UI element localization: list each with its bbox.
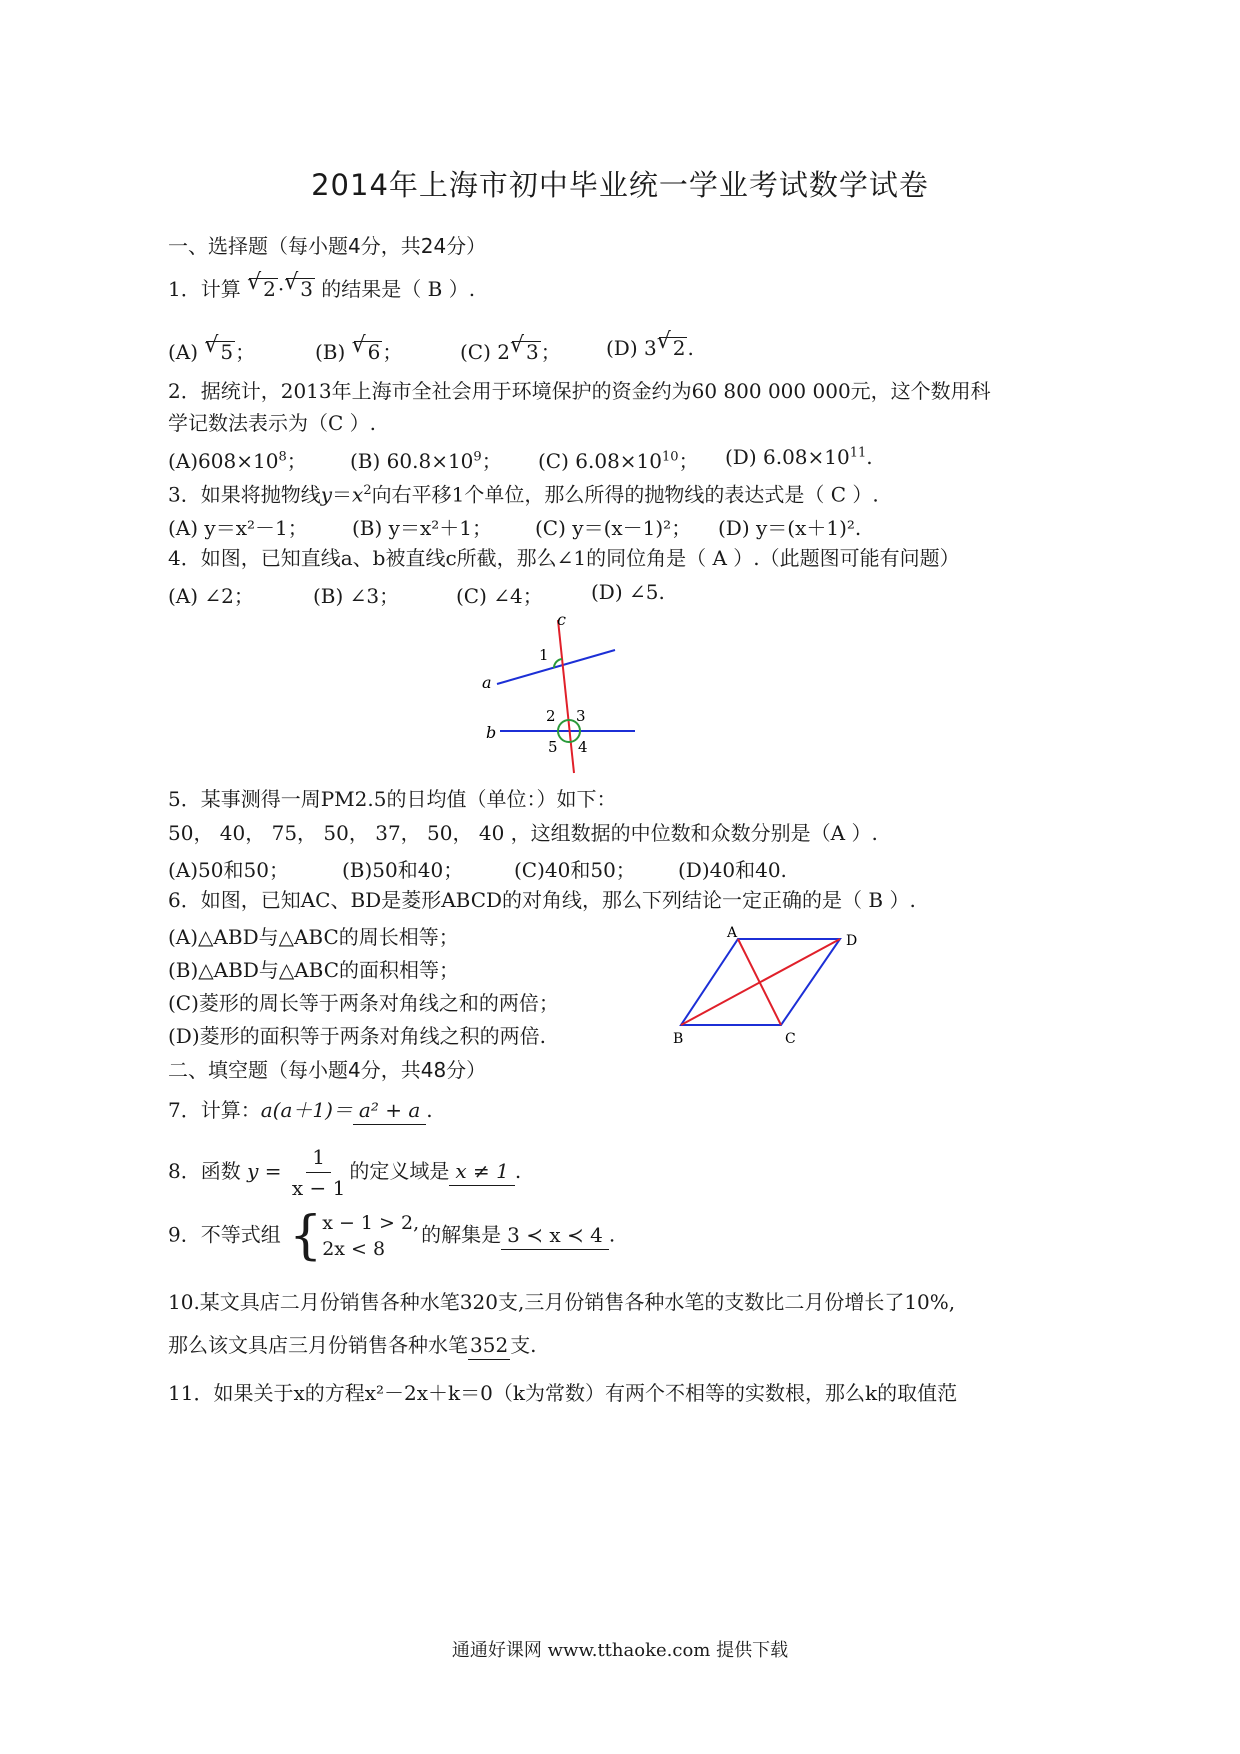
section-heading-fill: 二、填空题（每小题4分，共48分）	[168, 1058, 487, 1082]
label-angle-4: 4	[578, 738, 588, 756]
q4-option-c: (C) ∠4；	[456, 584, 543, 608]
q1-text-start: 1．计算	[168, 277, 241, 301]
question-5-line-1: 5．某事测得一周PM2.5的日均值（单位：）如下：	[168, 787, 617, 811]
label-a: a	[482, 673, 492, 692]
label-angle-1: 1	[539, 646, 549, 664]
section-heading-choice: 一、选择题（每小题4分，共24分）	[168, 234, 487, 258]
q2-option-a: $(A)608\times 10^8$；	[168, 449, 307, 473]
sqrt-2: √ 2	[249, 278, 278, 299]
fraction-1-over-x-minus-1: $\frac{1}{x - 1}$	[291, 1145, 346, 1200]
q1-option-d: (D) 3√ 2 .	[606, 336, 694, 360]
q1-option-a: (A) √ 5 ；	[168, 336, 255, 365]
q5-option-a: (A)50和50；	[168, 858, 289, 882]
vertex-b-label: B	[673, 1031, 684, 1047]
q2-option-c: (C) $6.08\times 10^{10}$；	[538, 449, 699, 473]
question-8: 8．函数 y = $\frac{1}{x - 1}$ 的定义域是 x ≠ 1 .	[168, 1145, 522, 1200]
q5-option-d: (D)40和40.	[678, 858, 787, 882]
q6-option-c: (C)菱形的周长等于两条对角线之和的两倍；	[168, 991, 559, 1015]
q3-option-d: (D) y＝(x＋1)².	[718, 516, 862, 540]
dot-operator: ·	[277, 277, 285, 301]
rhombus-figure	[665, 922, 870, 1047]
q10-answer: 352	[468, 1332, 510, 1360]
question-5-line-2: 50， 40， 75， 50， 37， 50， 40 ，这组数据的中位数和众数分别是（A ）.	[168, 821, 878, 845]
question-4: 4．如图，已知直线a、b被直线c所截，那么∠1的同位角是（ A ）.（此题图可能有问题）	[168, 546, 960, 570]
question-9: 9．不等式组 { x − 1 > 2, 2x < 8 的解集是 3 ≺ x ≺ 4 .	[168, 1206, 616, 1266]
q6-option-a: (A)△ABD与△ABC的周长相等；	[168, 925, 459, 949]
q8-answer: x ≠ 1	[449, 1158, 514, 1186]
diagonal-bd	[681, 939, 840, 1025]
question-10-line-2: 那么该文具店三月份销售各种水笔 352 支.	[168, 1332, 537, 1360]
question-10-line-1: 10.某文具店二月份销售各种水笔320支,三月份销售各种水笔的支数比二月份增长了10%,	[168, 1290, 956, 1314]
q7-answer: a² + a	[353, 1097, 426, 1125]
q4-option-b: (B) ∠3；	[313, 584, 400, 608]
page-title: 2014年上海市初中毕业统一学业考试数学试卷	[311, 168, 929, 202]
q6-option-d: (D)菱形的面积等于两条对角线之积的两倍.	[168, 1024, 546, 1048]
q9-answer: 3 ≺ x ≺ 4	[501, 1222, 609, 1250]
question-2-line-1: 2．据统计，2013年上海市全社会用于环境保护的资金约为60 800 000 000元，这个数用科	[168, 379, 991, 403]
vertex-a-label: A	[727, 925, 738, 941]
question-1	[168, 276, 475, 302]
question-6: 6．如图，已知AC、BD是菱形ABCD的对角线，那么下列结论一定正确的是（ B ）.	[168, 888, 916, 912]
line-c	[558, 620, 574, 773]
question-11-line-1: 11．如果关于x的方程x²－2x＋k＝0（k为常数）有两个不相等的实数根，那么k的取值范	[168, 1381, 958, 1405]
label-angle-3: 3	[576, 707, 586, 725]
q5-option-c: (C)40和50；	[514, 858, 636, 882]
line-a	[497, 650, 615, 684]
q4-option-d: (D) ∠5.	[591, 580, 665, 604]
question-2-line-2: 学记数法表示为（C ）.	[168, 411, 377, 435]
question-7: 7．计算：a(a＋1)＝ a² + a .	[168, 1097, 433, 1125]
vertex-c-label: C	[785, 1031, 796, 1047]
inequality-system: { x − 1 > 2, 2x < 8	[289, 1206, 420, 1266]
q3-option-c: (C) y＝(x－1)²；	[535, 516, 692, 540]
q1-text-end: 的结果是（ B ）.	[321, 277, 476, 301]
question-3: 3．如果将抛物线$y=x^2$向右平移1个单位，那么所得的抛物线的表达式是（ C ）.	[168, 482, 879, 507]
label-angle-5: 5	[548, 738, 558, 756]
q1-option-b: (B) √ 6 ；	[315, 336, 402, 365]
q3-option-b: (B) y＝x²＋1；	[352, 516, 492, 540]
vertex-d-label: D	[846, 933, 858, 949]
q1-option-c: (C) 2√ 3 ；	[460, 336, 561, 365]
label-c: c	[557, 610, 566, 629]
label-angle-2: 2	[546, 707, 556, 725]
q5-option-b: (B)50和40；	[342, 858, 464, 882]
footer-credit: 通通好课网 www.tthaoke.com 提供下载	[451, 1640, 789, 1661]
q6-option-b: (B)△ABD与△ABC的面积相等；	[168, 958, 460, 982]
label-b: b	[486, 723, 497, 742]
parallel-lines-figure	[470, 608, 650, 778]
q2-option-b: (B) $60.8\times 10^9$；	[350, 449, 502, 473]
sqrt-3: √ 3	[286, 278, 315, 299]
q2-option-d: (D) $6.08\times 10^{11}$.	[725, 445, 873, 469]
q4-option-a: (A) ∠2；	[168, 584, 254, 608]
q3-option-a: (A) y＝x²－1；	[168, 516, 308, 540]
